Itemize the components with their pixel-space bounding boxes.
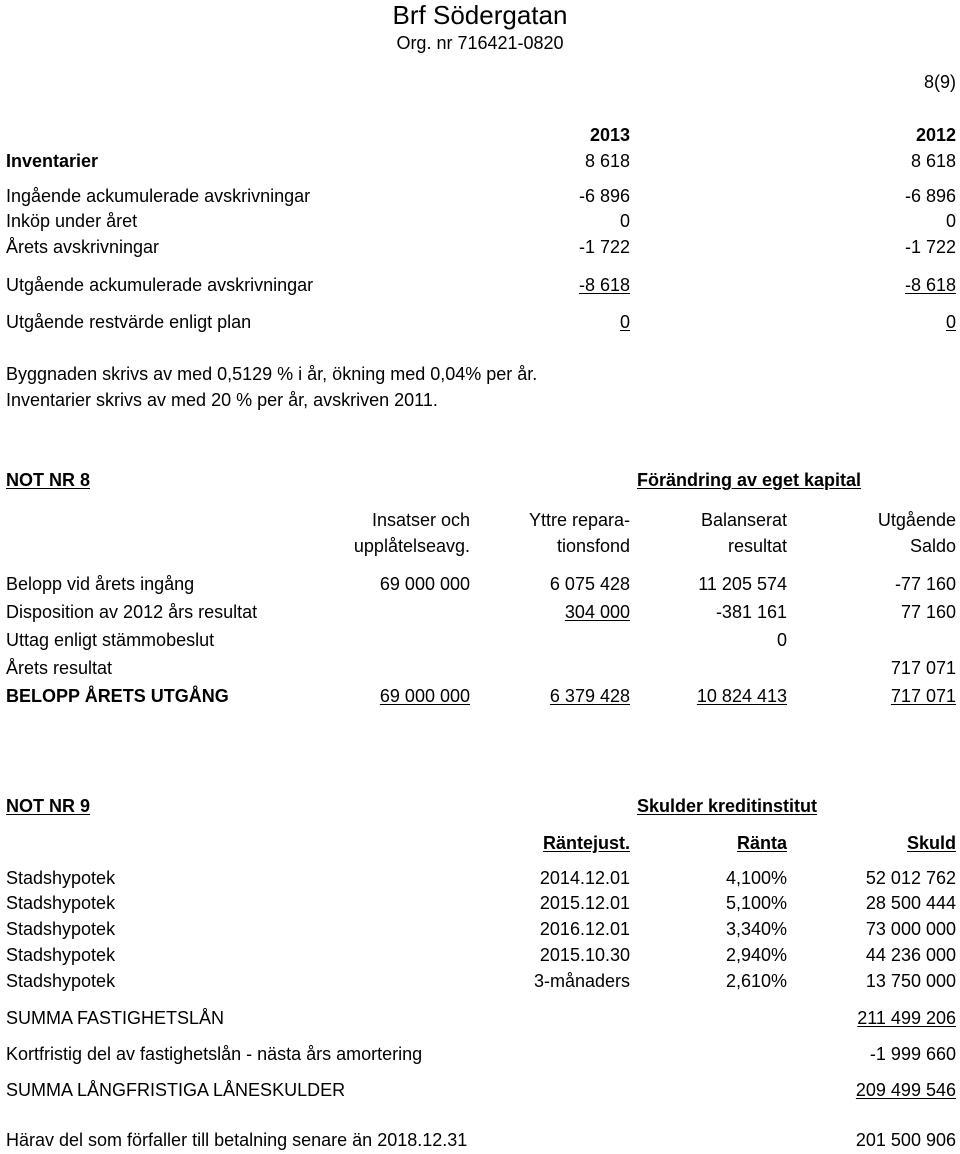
organization-number: Org. nr 716421-0820 bbox=[396, 33, 564, 53]
loan-lender: Stadshypotek bbox=[6, 919, 116, 939]
not8-cell: -77 160 bbox=[894, 574, 956, 594]
page-number: 8(9) bbox=[923, 72, 956, 92]
arets-avskr-label: Årets avskrivningar bbox=[6, 237, 160, 257]
loan-debt: 52 012 762 bbox=[865, 868, 956, 888]
not8-col-fond-line1: Yttre repara- bbox=[528, 510, 630, 530]
utgaende-avskr-2012: -8 618 bbox=[904, 275, 956, 295]
not8-total-label: BELOPP ÅRETS UTGÅNG bbox=[6, 686, 229, 706]
not8-title: NOT NR 8 bbox=[6, 470, 91, 490]
not8-col-balanserat-line2: resultat bbox=[727, 536, 787, 556]
langfristiga-value: 209 499 546 bbox=[855, 1080, 956, 1100]
loan-lender: Stadshypotek bbox=[6, 945, 116, 965]
not8-cell: 304 000 bbox=[564, 602, 630, 622]
year-2013-header: 2013 bbox=[589, 125, 630, 145]
ingaende-avskr-label: Ingående ackumulerade avskrivningar bbox=[6, 186, 311, 206]
not8-col-insatser-line1: Insatser och bbox=[371, 510, 470, 530]
loan-date: 3-månaders bbox=[533, 971, 630, 991]
not8-col-utgaende-line2: Saldo bbox=[909, 536, 956, 556]
restvarde-2012: 0 bbox=[945, 312, 956, 332]
not8-total-cell: 6 379 428 bbox=[549, 686, 630, 706]
not8-row-label: Disposition av 2012 års resultat bbox=[6, 602, 258, 622]
not8-col-fond-line2: tionsfond bbox=[556, 536, 630, 556]
inkop-2013: 0 bbox=[619, 211, 630, 231]
not8-cell: 0 bbox=[776, 630, 787, 650]
loan-lender: Stadshypotek bbox=[6, 893, 116, 913]
not9-col-ranta: Ränta bbox=[736, 833, 787, 853]
not8-col-utgaende-line1: Utgående bbox=[877, 510, 956, 530]
not8-cell: 717 071 bbox=[890, 658, 956, 678]
loan-rate: 4,100% bbox=[725, 868, 787, 888]
loan-rate: 2,940% bbox=[725, 945, 787, 965]
not8-col-insatser-line2: upplåtelseavg. bbox=[353, 536, 470, 556]
loan-rate: 5,100% bbox=[725, 893, 787, 913]
document-title: Brf Södergatan bbox=[392, 0, 568, 30]
ingaende-avskr-2013: -6 896 bbox=[578, 186, 630, 206]
not8-row-label: Uttag enligt stämmobeslut bbox=[6, 630, 215, 650]
loan-lender: Stadshypotek bbox=[6, 868, 116, 888]
not9-title: NOT NR 9 bbox=[6, 796, 91, 816]
arets-avskr-2013: -1 722 bbox=[578, 237, 630, 257]
kortfristig-value: -1 999 660 bbox=[869, 1044, 956, 1064]
not8-heading: Förändring av eget kapital bbox=[637, 470, 862, 490]
depreciation-note-inventory: Inventarier skrivs av med 20 % per år, avskriven 2011. bbox=[6, 390, 438, 410]
utgaende-avskr-label: Utgående ackumulerade avskrivningar bbox=[6, 275, 314, 295]
loan-rate: 3,340% bbox=[725, 919, 787, 939]
loan-debt: 73 000 000 bbox=[865, 919, 956, 939]
loan-date: 2014.12.01 bbox=[539, 868, 630, 888]
not8-row-label: Årets resultat bbox=[6, 658, 113, 678]
harav-value: 201 500 906 bbox=[855, 1130, 956, 1150]
utgaende-avskr-2013: -8 618 bbox=[578, 275, 630, 295]
harav-label: Härav del som förfaller till betalning senare än 2018.12.31 bbox=[6, 1130, 468, 1150]
not8-cell: 77 160 bbox=[900, 602, 956, 622]
loan-date: 2016.12.01 bbox=[539, 919, 630, 939]
restvarde-2013: 0 bbox=[619, 312, 630, 332]
summa-fastighetslan-label: SUMMA FASTIGHETSLÅN bbox=[6, 1008, 225, 1028]
not9-col-skuld: Skuld bbox=[906, 833, 956, 853]
inkop-2012: 0 bbox=[945, 211, 956, 231]
not8-col-balanserat-line1: Balanserat bbox=[700, 510, 787, 530]
summa-fastighetslan-value: 211 499 206 bbox=[857, 1008, 956, 1028]
inventarier-label: Inventarier bbox=[6, 151, 99, 171]
inventarier-2013: 8 618 bbox=[584, 151, 630, 171]
not9-heading: Skulder kreditinstitut bbox=[637, 796, 818, 816]
loan-lender: Stadshypotek bbox=[6, 971, 116, 991]
not8-cell: -381 161 bbox=[715, 602, 787, 622]
not8-cell: 6 075 428 bbox=[549, 574, 630, 594]
not9-col-rantejust: Räntejust. bbox=[542, 833, 630, 853]
restvarde-label: Utgående restvärde enligt plan bbox=[6, 312, 252, 332]
kortfristig-label: Kortfristig del av fastighetslån - nästa års amortering bbox=[6, 1044, 423, 1064]
not8-total-cell: 10 824 413 bbox=[696, 686, 787, 706]
ingaende-avskr-2012: -6 896 bbox=[904, 186, 956, 206]
arets-avskr-2012: -1 722 bbox=[904, 237, 956, 257]
loan-debt: 44 236 000 bbox=[865, 945, 956, 965]
depreciation-note-building: Byggnaden skrivs av med 0,5129 % i år, ökning med 0,04% per år. bbox=[6, 364, 538, 384]
loan-debt: 28 500 444 bbox=[865, 893, 956, 913]
loan-debt: 13 750 000 bbox=[865, 971, 956, 991]
not8-cell: 11 205 574 bbox=[698, 574, 787, 594]
not8-total-cell: 69 000 000 bbox=[379, 686, 470, 706]
not8-row-label: Belopp vid årets ingång bbox=[6, 574, 195, 594]
inkop-label: Inköp under året bbox=[6, 211, 138, 231]
not8-cell: 69 000 000 bbox=[379, 574, 470, 594]
loan-date: 2015.10.30 bbox=[539, 945, 630, 965]
not8-total-cell: 717 071 bbox=[890, 686, 956, 706]
loan-date: 2015.12.01 bbox=[539, 893, 630, 913]
year-2012-header: 2012 bbox=[915, 125, 956, 145]
inventarier-2012: 8 618 bbox=[910, 151, 956, 171]
loan-rate: 2,610% bbox=[725, 971, 787, 991]
langfristiga-label: SUMMA LÅNGFRISTIGA LÅNESKULDER bbox=[6, 1080, 346, 1100]
